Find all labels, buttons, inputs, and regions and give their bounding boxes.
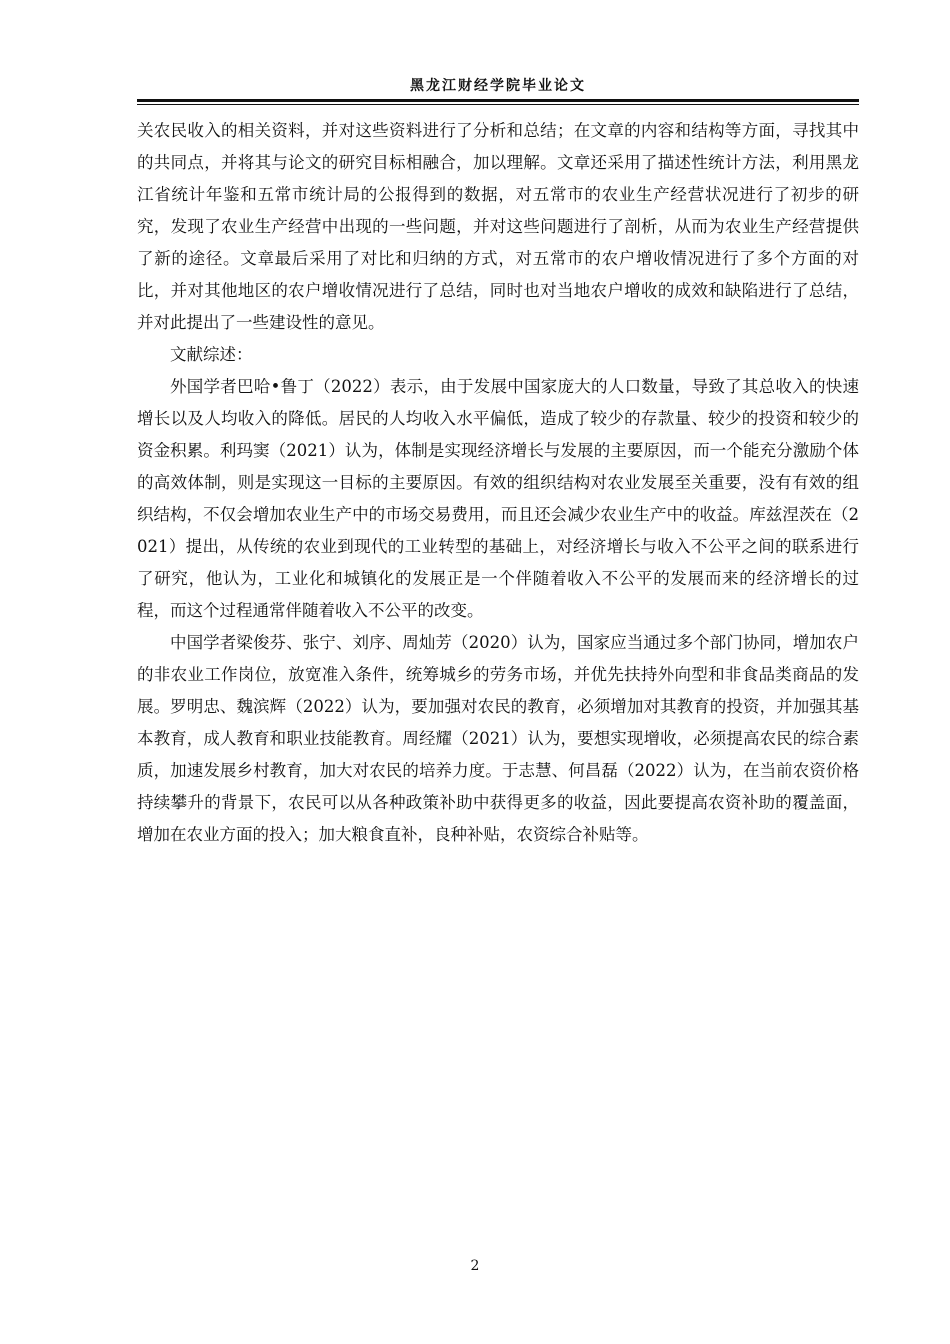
paragraph-foreign-scholars: 外国学者巴哈•鲁丁（2022）表示，由于发展中国家庞大的人口数量，导致了其总收入的快速增长以及人均收入的降低。居民的人均收入水平偏低，造成了较少的存款量、较少的投资和较少的资金积累。利玛窦（2021）认为，体制是实现经济增长与发展的主要原因，而一个能充分激励个体的高效体制，则是实现这一目标的主要原因。有效的组织结构对农业发展至关重要，没有有效的组织结构，不仅会增加农业生产中的市场交易费用，而且还会减少农业生产中的收益。库兹涅茨在（2021）提出，从传统的农业到现代的工业转型的基础上，对经济增长与收入不公平之间的联系进行了研究，他认为，工业化和城镇化的发展正是一个伴随着收入不公平的发展而来的经济增长的过程，而这个过程通常伴随着收入不公平的改变。 <box>137 377 859 620</box>
paragraph-chinese-scholars: 中国学者梁俊芬、张宁、刘序、周灿芳（2020）认为，国家应当通过多个部门协同，增加农户的非农业工作岗位，放宽准入条件，统筹城乡的劳务市场，并优先扶持外向型和非食品类商品的发展。罗明忠、魏滨辉（2022）认为，要加强对农民的教育，必须增加对其教育的投资，并加强其基本教育，成人教育和职业技能教育。周经耀（2021）认为，要想实现增收，必须提高农民的综合素质，加速发展乡村教育，加大对农民的培养力度。于志慧、何昌磊（2022）认为，在当前农资价格持续攀升的背景下，农民可以从各种政策补助中获得更多的收益，因此要提高农资补助的覆盖面，增加在农业方面的投入；加大粮食直补，良种补贴，农资综合补贴等。 <box>137 633 859 844</box>
header-rule-thin <box>137 104 859 105</box>
paragraph-continuation: 关农民收入的相关资料，并对这些资料进行了分析和总结；在文章的内容和结构等方面，寻找其中的共同点，并将其与论文的研究目标相融合，加以理解。文章还采用了描述性统计方法，利用黑龙江省统计年鉴和五常市统计局的公报得到的数据，对五常市的农业生产经营状况进行了初步的研究，发现了农业生产经营中出现的一些问题，并对这些问题进行了剖析，从而为农业生产经营提供了新的途径。文章最后采用了对比和归纳的方式，对五常市的农户增收情况进行了多个方面的对比，并对其他地区的农户增收情况进行了总结，同时也对当地农户增收的成效和缺陷进行了总结，并对此提出了一些建设性的意见。 <box>137 121 859 332</box>
page-header <box>137 74 859 104</box>
header-title: 黑龙江财经学院毕业论文 <box>410 78 586 94</box>
body-text <box>137 115 859 851</box>
header-rule-thick <box>137 99 859 102</box>
page-number: 2 <box>470 1258 480 1274</box>
section-heading-literature-review: 文献综述： <box>170 345 253 364</box>
